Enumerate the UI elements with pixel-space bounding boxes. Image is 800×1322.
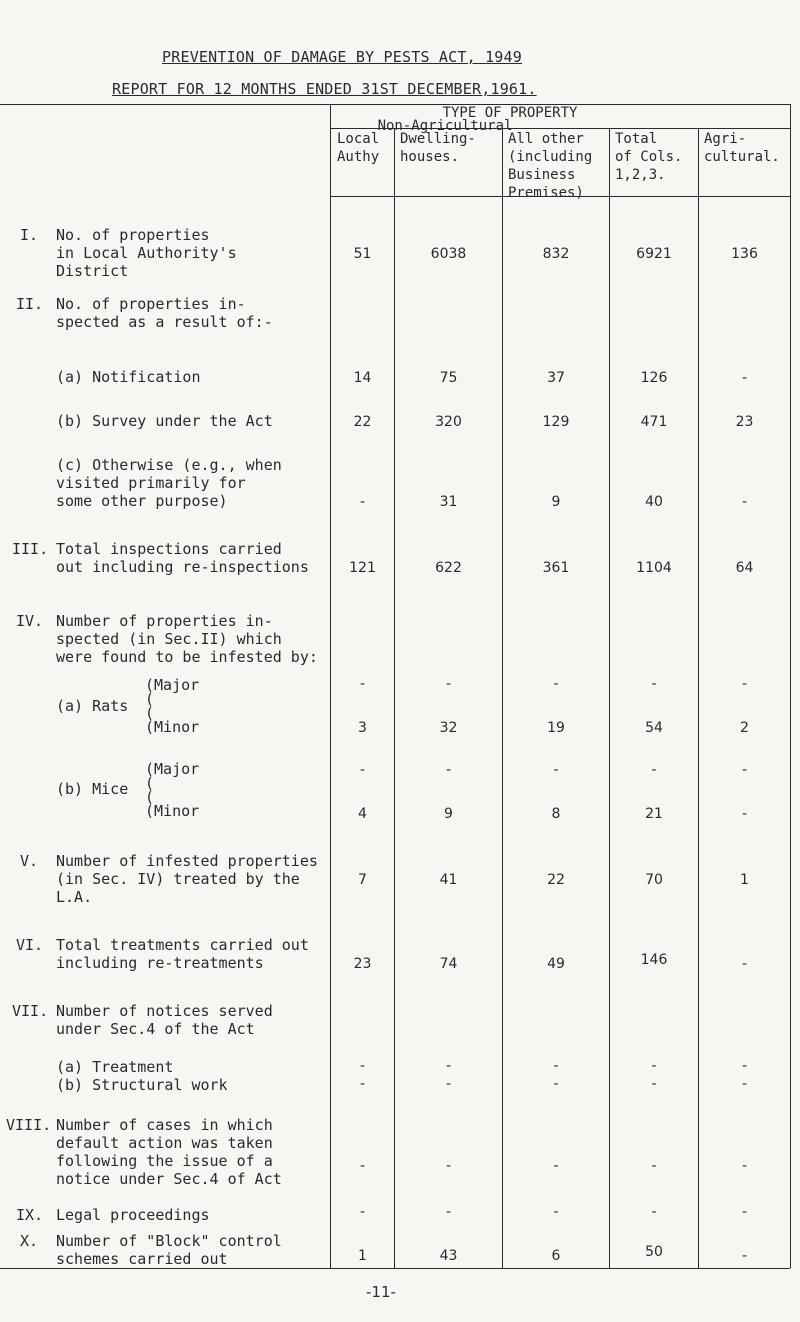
row-label: (a) Rats	[56, 697, 129, 715]
table-right-edge	[790, 104, 791, 1268]
paren-mark: (	[145, 788, 155, 806]
sub-label-major: (Major	[145, 760, 200, 778]
col-divider-3	[609, 128, 610, 1268]
cell-value: 121	[349, 560, 376, 576]
cell-value: 129	[542, 414, 570, 430]
row-label: (b) Mice	[56, 780, 129, 798]
row-number: VII.	[12, 1002, 49, 1020]
cell-value: 622	[435, 560, 462, 576]
cell-value: 6921	[636, 246, 672, 262]
row-label: No. of properties in Local Authority's District	[56, 226, 237, 280]
row-label: Legal proceedings	[56, 1206, 210, 1224]
row-number: IV.	[16, 612, 44, 630]
cell-value: 1	[358, 1248, 367, 1264]
cell-value: -	[553, 1204, 559, 1220]
cell-value: 3	[358, 720, 367, 736]
cell-value: -	[445, 762, 452, 778]
cell-value: -	[359, 1058, 366, 1074]
row-label: (a) Treatment	[56, 1058, 174, 1076]
cell-value: -	[553, 1058, 559, 1074]
cell-value: -	[741, 1158, 748, 1174]
cell-value: -	[445, 676, 452, 692]
cell-value: 54	[645, 720, 663, 736]
cell-value: -	[359, 1076, 366, 1092]
cell-value: 22	[547, 872, 565, 888]
cell-value: 41	[439, 872, 458, 888]
sub-label-major: (Major	[145, 676, 200, 694]
cell-value: -	[741, 806, 748, 822]
cell-value: 75	[439, 370, 458, 386]
cell-value: 64	[735, 560, 754, 576]
sub-label-minor: (Minor	[145, 802, 200, 820]
cell-value: 1104	[636, 560, 672, 576]
col-divider-4	[698, 128, 699, 1268]
document-title: PREVENTION OF DAMAGE BY PESTS ACT, 1949	[162, 48, 522, 66]
row-label: (a) Notification	[56, 368, 201, 386]
row-label: (c) Otherwise (e.g., when visited primarily for some other purpose)	[56, 456, 282, 510]
cell-value: 9	[551, 494, 561, 510]
cell-value: -	[651, 1158, 657, 1174]
cell-value: -	[445, 1076, 452, 1092]
row-label: Number of cases in which default action was taken following the issue of a notice under Sec.4 of Act	[56, 1116, 282, 1188]
cell-value: 832	[542, 246, 570, 262]
cell-value: -	[741, 494, 748, 510]
cell-value: 2	[740, 720, 749, 736]
cell-value: -	[741, 676, 748, 692]
header-group: TYPE OF PROPERTY	[442, 105, 578, 121]
cell-value: 361	[542, 560, 570, 576]
cell-value: -	[741, 1204, 748, 1220]
cell-value: 19	[547, 720, 565, 736]
document-subtitle: REPORT FOR 12 MONTHS ENDED 31ST DECEMBER,1961.	[112, 80, 537, 98]
cell-value: -	[359, 1204, 366, 1220]
header-col-agricultural: Agri- cultural.	[704, 131, 780, 165]
cell-value: -	[359, 494, 366, 510]
cell-value: 8	[551, 806, 561, 822]
cell-value: 21	[645, 806, 663, 822]
cell-value: -	[359, 1158, 366, 1174]
row-label: (b) Structural work	[56, 1076, 228, 1094]
cell-value: 14	[353, 370, 372, 386]
header-col-local-authy: Local Authy	[337, 131, 380, 165]
cell-value: 6038	[430, 246, 467, 262]
cell-value: -	[741, 370, 748, 386]
cell-value: 32	[439, 720, 458, 736]
paren-mark: (	[145, 774, 155, 792]
row-number: VI.	[16, 936, 44, 954]
cell-value: -	[651, 1076, 657, 1092]
header-col-total: Total of Cols. 1,2,3.	[615, 131, 683, 183]
cell-value: -	[651, 1204, 657, 1220]
col-divider-1	[394, 128, 395, 1268]
cell-value: 9	[444, 806, 453, 822]
row-label: Number of properties in- spected (in Sec.II) which were found to be infested by:	[56, 612, 318, 666]
col-divider-2	[502, 128, 503, 1268]
cell-value: 146	[640, 952, 668, 968]
row-number: I.	[20, 226, 39, 244]
cell-value: -	[553, 1076, 559, 1092]
cell-value: 70	[645, 872, 663, 888]
row-number: IX.	[16, 1206, 44, 1224]
cell-value: -	[553, 1158, 559, 1174]
cell-value: 471	[640, 414, 668, 430]
cell-value: -	[445, 1058, 452, 1074]
row-label: Number of "Block" control schemes carried out	[56, 1232, 282, 1268]
cell-value: -	[359, 762, 366, 778]
row-number: X.	[20, 1232, 39, 1250]
table-bottom-rule	[0, 1268, 790, 1269]
cell-value: -	[741, 1248, 748, 1264]
cell-value: -	[651, 762, 657, 778]
cell-value: 1	[740, 872, 749, 888]
cell-value: 51	[353, 246, 372, 262]
cell-value: -	[741, 1076, 748, 1092]
cell-value: -	[651, 1058, 657, 1074]
cell-value: 136	[731, 246, 758, 262]
cell-value: 126	[640, 370, 668, 386]
row-label: (b) Survey under the Act	[56, 412, 273, 430]
row-label: Number of infested properties (in Sec. IV) treated by the L.A.	[56, 852, 318, 906]
cell-value: 43	[439, 1248, 458, 1264]
paren-mark: (	[145, 690, 155, 708]
cell-value: -	[651, 676, 657, 692]
cell-value: -	[741, 762, 748, 778]
row-number: II.	[16, 295, 44, 313]
cell-value: 49	[547, 956, 565, 972]
row-number: V.	[20, 852, 39, 870]
cell-value: -	[445, 1204, 452, 1220]
cell-value: 23	[353, 956, 372, 972]
cell-value: 31	[439, 494, 458, 510]
row-number: III.	[12, 540, 49, 558]
header-col-all-other: All other (including Business Premises)	[508, 131, 593, 201]
row-label: No. of properties in- spected as a result of:-	[56, 295, 273, 331]
header-subgroup: Non-Agricultural	[377, 118, 513, 134]
cell-value: 7	[358, 872, 367, 888]
cell-value: 50	[645, 1244, 663, 1260]
cell-value: -	[553, 676, 559, 692]
row-label: Total inspections carried out including re-inspections	[56, 540, 309, 576]
cell-value: -	[359, 676, 366, 692]
cell-value: 40	[645, 494, 663, 510]
cell-value: 6	[551, 1248, 561, 1264]
row-label: Number of notices served under Sec.4 of the Act	[56, 1002, 273, 1038]
cell-value: 23	[735, 414, 754, 430]
cell-value: 22	[353, 414, 372, 430]
cell-value: 74	[439, 956, 458, 972]
row-label: Total treatments carried out including re-treatments	[56, 936, 309, 972]
cell-value: -	[741, 956, 748, 972]
paren-mark: (	[145, 704, 155, 722]
page-number: -11-	[366, 1283, 396, 1301]
cell-value: -	[553, 762, 559, 778]
cell-value: 4	[358, 806, 367, 822]
sub-label-minor: (Minor	[145, 718, 200, 736]
header-col-dwelling: Dwelling- houses.	[400, 131, 476, 165]
cell-value: -	[445, 1158, 452, 1174]
row-number: VIII.	[6, 1116, 52, 1134]
cell-value: 37	[547, 370, 565, 386]
cell-value: 320	[435, 414, 462, 430]
cell-value: -	[741, 1058, 748, 1074]
